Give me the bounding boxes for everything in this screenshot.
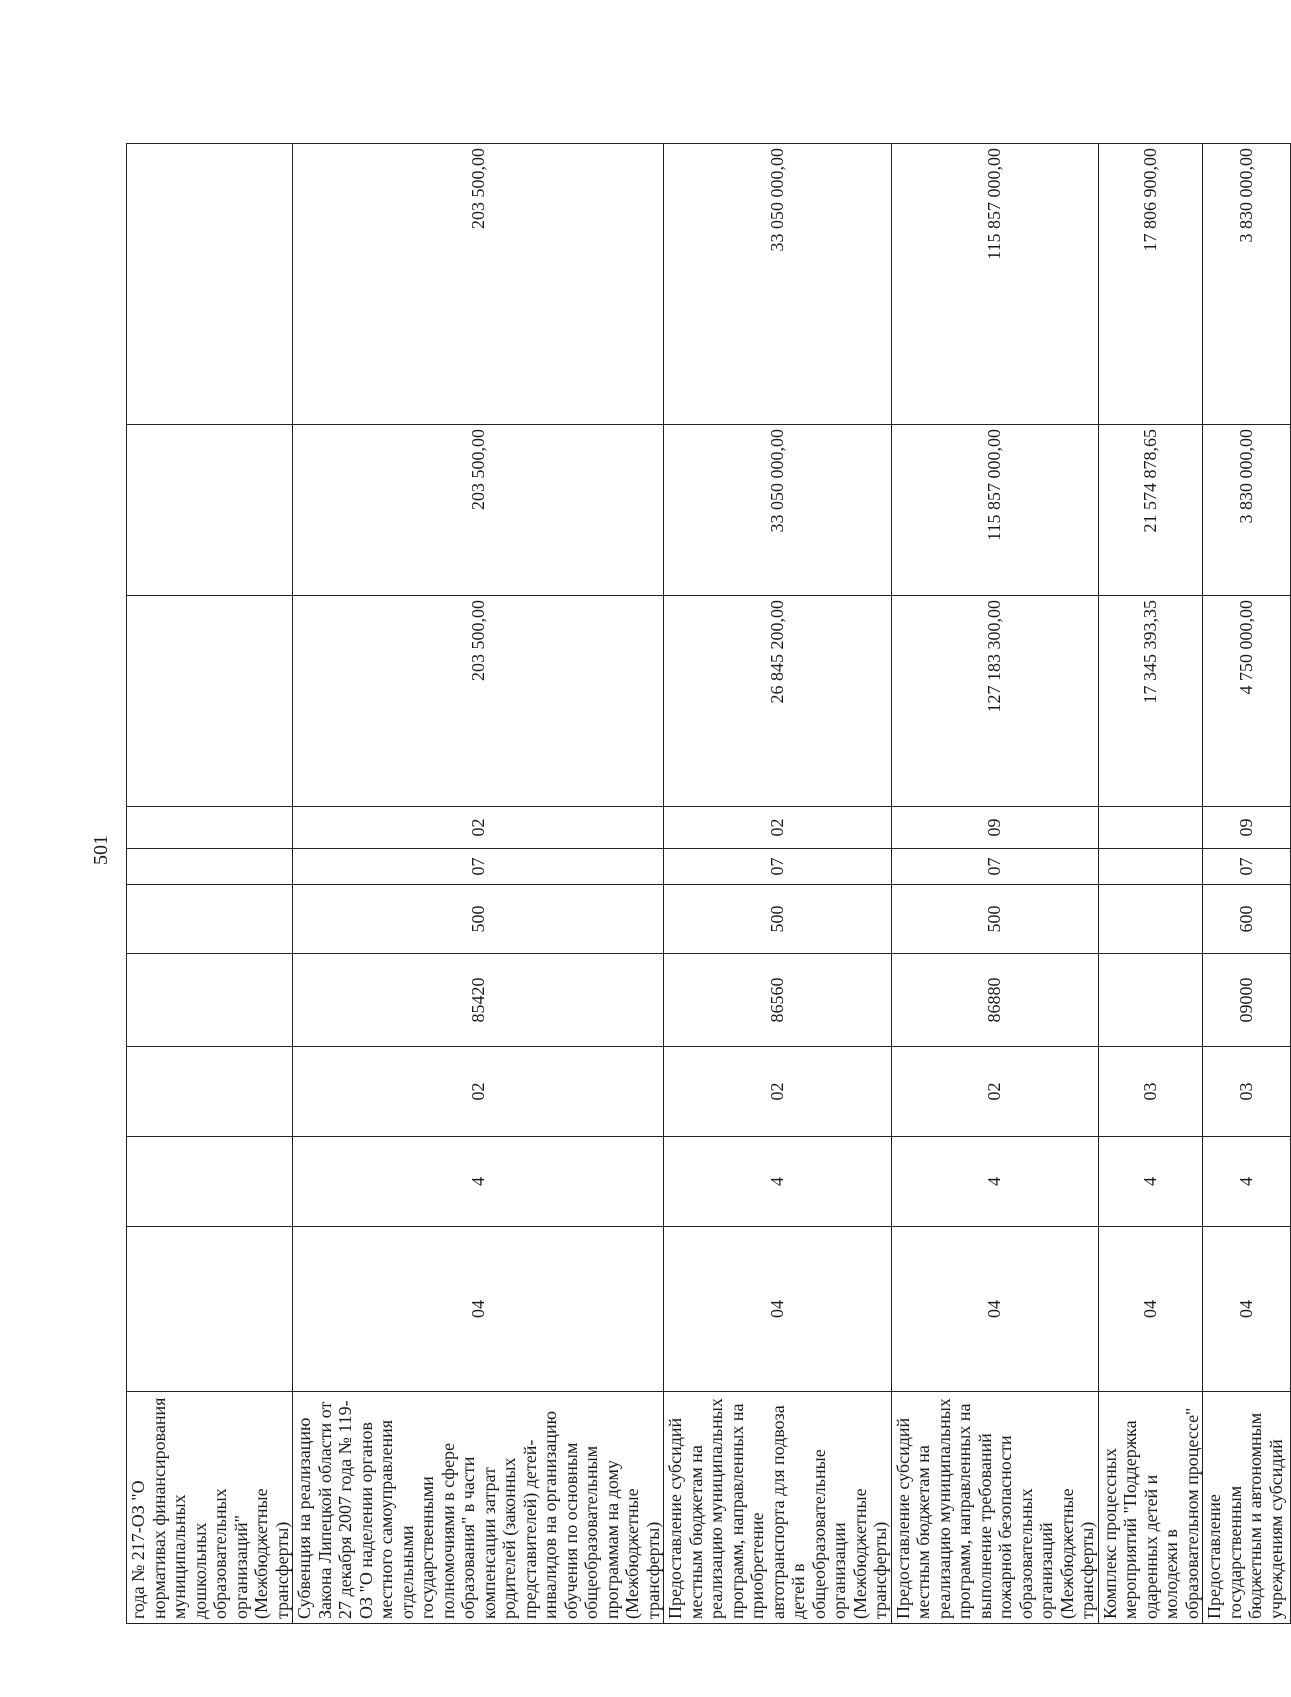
cell-code-2 (127, 1137, 293, 1227)
cell-code-1 (127, 1227, 293, 1392)
cell-code-2: 4 (1203, 1137, 1291, 1227)
table-row (293, 144, 664, 1624)
cell-amount-3: 3 830 000,00 (1203, 144, 1291, 425)
cell-code-5 (1098, 885, 1203, 954)
cell-code-7: 09 (891, 807, 1098, 849)
cell-code-1: 04 (1098, 1227, 1203, 1392)
cell-amount-2: 3 830 000,00 (1203, 425, 1291, 596)
cell-amount-3: 17 806 900,00 (1098, 144, 1203, 425)
cell-code-2: 4 (664, 1137, 892, 1227)
cell-code-2: 4 (293, 1137, 664, 1227)
cell-code-6 (1098, 849, 1203, 885)
cell-code-6: 07 (293, 849, 664, 885)
cell-code-6: 07 (1203, 849, 1291, 885)
table-row (664, 144, 892, 1624)
row-name: Комплекс процессных мероприятий "Поддержка одаренных детей и молодежи в образовательном процессе" (1098, 1392, 1203, 1624)
cell-code-7: 02 (293, 807, 664, 849)
cell-amount-2: 115 857 000,00 (891, 425, 1098, 596)
cell-amount-3: 33 050 000,00 (664, 144, 892, 425)
cell-code-1: 04 (664, 1227, 892, 1392)
cell-amount-2: 21 574 878,65 (1098, 425, 1203, 596)
cell-code-3: 02 (664, 1047, 892, 1137)
cell-code-3: 03 (1203, 1047, 1291, 1137)
cell-code-7: 09 (1203, 807, 1291, 849)
table-row (891, 144, 1098, 1624)
budget-table-container (126, 144, 1286, 1624)
cell-code-4 (127, 954, 293, 1047)
cell-code-4 (1098, 954, 1203, 1047)
table-row (1203, 144, 1291, 1624)
cell-amount-1: 17 345 393,35 (1098, 596, 1203, 807)
cell-amount-3: 115 857 000,00 (891, 144, 1098, 425)
cell-amount-3 (127, 144, 293, 425)
cell-code-7: 02 (664, 807, 892, 849)
cell-amount-1: 26 845 200,00 (664, 596, 892, 807)
cell-code-5: 500 (293, 885, 664, 954)
row-name: Предоставление субсидий местным бюджетам на реализацию муниципальных программ, направленных на выполнение требований пожарной безопасности образовательных организаций (Межбюджетные трансферты) (891, 1392, 1098, 1624)
cell-code-3: 03 (1098, 1047, 1203, 1137)
cell-amount-1 (127, 596, 293, 807)
cell-code-4: 86880 (891, 954, 1098, 1047)
cell-code-4: 85420 (293, 954, 664, 1047)
row-name: года № 217-ОЗ "О нормативах финансирования муниципальных дошкольных образовательных организаций" (Межбюджетные трансферты) (127, 1392, 293, 1624)
cell-code-5: 500 (664, 885, 892, 954)
cell-code-7 (127, 807, 293, 849)
cell-code-6: 07 (664, 849, 892, 885)
cell-code-1: 04 (891, 1227, 1098, 1392)
row-name: Предоставление государственным бюджетным и автономным учреждениям субсидий (1203, 1392, 1291, 1624)
row-name: Предоставление субсидий местным бюджетам на реализацию муниципальных программ, направленных на приобретение автотранспорта для подвоза детей в общеобразовательные организации (Межбюджетные трансферты) (664, 1392, 892, 1624)
cell-amount-1: 127 183 300,00 (891, 596, 1098, 807)
cell-code-1: 04 (1203, 1227, 1291, 1392)
cell-code-5: 500 (891, 885, 1098, 954)
page-number: 501 (89, 835, 112, 865)
cell-code-4: 86560 (664, 954, 892, 1047)
table-row (127, 144, 293, 1624)
cell-amount-2 (127, 425, 293, 596)
cell-code-3 (127, 1047, 293, 1137)
cell-code-2: 4 (891, 1137, 1098, 1227)
cell-code-2: 4 (1098, 1137, 1203, 1227)
cell-code-5 (127, 885, 293, 954)
cell-code-4: 09000 (1203, 954, 1291, 1047)
cell-code-3: 02 (891, 1047, 1098, 1137)
budget-table (126, 143, 1291, 1624)
cell-code-3: 02 (293, 1047, 664, 1137)
cell-amount-2: 33 050 000,00 (664, 425, 892, 596)
cell-code-6 (127, 849, 293, 885)
cell-code-7 (1098, 807, 1203, 849)
row-name: Субвенция на реализацию Закона Липецкой области от 27 декабря 2007 года № 119-ОЗ "О наделении органов местного самоуправления отдельными государственными полномочиями в сфере образования" в части компенсации затрат родителей (законных представителей) детей-инвалидов на организацию обучения по основным общеобразовательным программам на дому (Межбюджетные трансферты) (293, 1392, 664, 1624)
cell-amount-1: 4 750 000,00 (1203, 596, 1291, 807)
cell-amount-2: 203 500,00 (293, 425, 664, 596)
cell-code-1: 04 (293, 1227, 664, 1392)
table-row (1098, 144, 1203, 1624)
cell-amount-1: 203 500,00 (293, 596, 664, 807)
cell-code-5: 600 (1203, 885, 1291, 954)
cell-code-6: 07 (891, 849, 1098, 885)
cell-amount-3: 203 500,00 (293, 144, 664, 425)
